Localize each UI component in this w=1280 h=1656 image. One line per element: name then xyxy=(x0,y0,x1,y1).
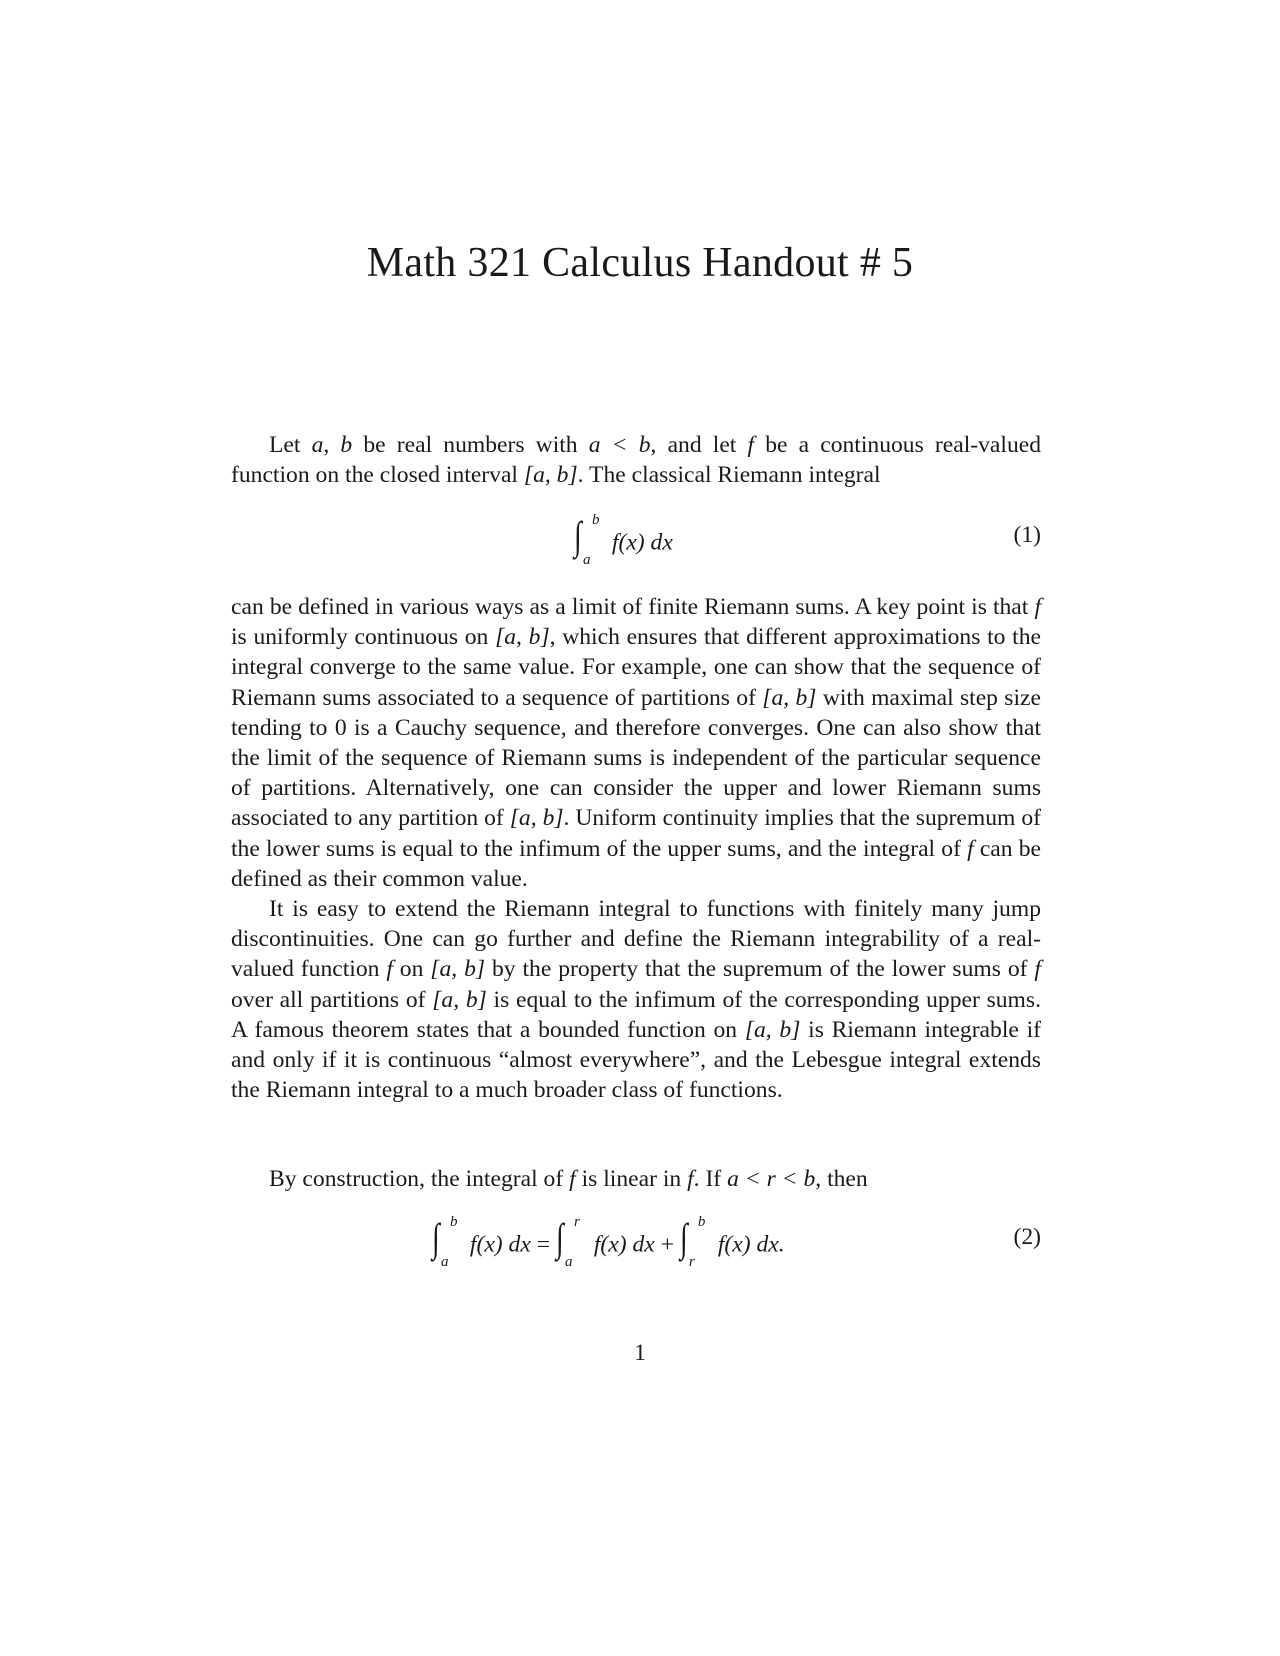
page-title: Math 321 Calculus Handout # 5 xyxy=(366,240,914,286)
equation-1-body: ∫ b a f(x) dx xyxy=(574,512,673,568)
page-number: 1 xyxy=(634,1340,646,1366)
equation-2-body: ∫ b a f(x) dx = ∫ r a f(x) dx + ∫ b r f(x) dx. xyxy=(432,1214,785,1270)
equation-1-number: (1) xyxy=(1013,522,1041,548)
equation-2 xyxy=(231,1212,1041,1272)
paragraph-extension: It is easy to extend the Riemann integral to functions with finitely many jump discontinuities. One can go further and define the Riemann integrability of a real-valued function f on [a, b] by the property that the supremum of the lower sums of f over all partitions of [a, b] is equal to the infimum of the corresponding upper sums. A famous theorem states that a bounded function on [a, b] is Riemann integrable if and only if it is continuous “almost everywhere”, and the Lebesgue integral extends the Riemann integral to a much broader class of functions. xyxy=(231,896,1041,1104)
paragraph-intro: Let a, b be real numbers with a < b, and let f be a continuous real-valued function on the closed interval [a, b]. The classical Riemann integral xyxy=(231,432,1042,489)
integral-sign: ∫ b r xyxy=(679,1214,706,1270)
paragraph-main: can be defined in various ways as a limit of finite Riemann sums. A key point is that f is uniformly continuous on [a, b], which ensures that different approximations to the integral converge to the same value. For example, one can show that the sequence of Riemann sums associated to a sequence of partitions of [a, b] with maximal step size tending to 0 is a Cauchy sequence, and therefore converges. One can also show that the limit of the sequence of Riemann sums is independent of the particular sequence of partitions. Alternatively, one can consider the upper and lower Riemann sums associated to any partition of [a, b]. Uniform continuity implies that the supremum of the lower sums is equal to the infimum of the upper sums, and the integral of f can be defined as their common value. It is easy to extend the Riemann integral to functions with finitely many jump discontinuities. One can go further and define the Riemann integrability of a real-valued function f on [a, b] by the property that the supremum of the lower sums of f over all partitions of [a, b] is equal to the infimum of the corresponding upper sums. A famous theorem states that a bounded function on [a, b] is Riemann integrable if and only if it is continuous “almost everywhere”, and the Lebesgue integral extends the Riemann integral to a much broader class of functions. xyxy=(231,592,1041,1105)
integral-sign: ∫ r a xyxy=(555,1214,580,1270)
integral-sign: ∫ b a xyxy=(432,1214,458,1270)
paragraph-linearity: By construction, the integral of f is linear in f. If a < r < b, then xyxy=(269,1166,868,1192)
equation-1 xyxy=(231,510,1041,570)
integral-sign: ∫ b a xyxy=(574,512,600,568)
equation-2-number: (2) xyxy=(1013,1224,1041,1250)
